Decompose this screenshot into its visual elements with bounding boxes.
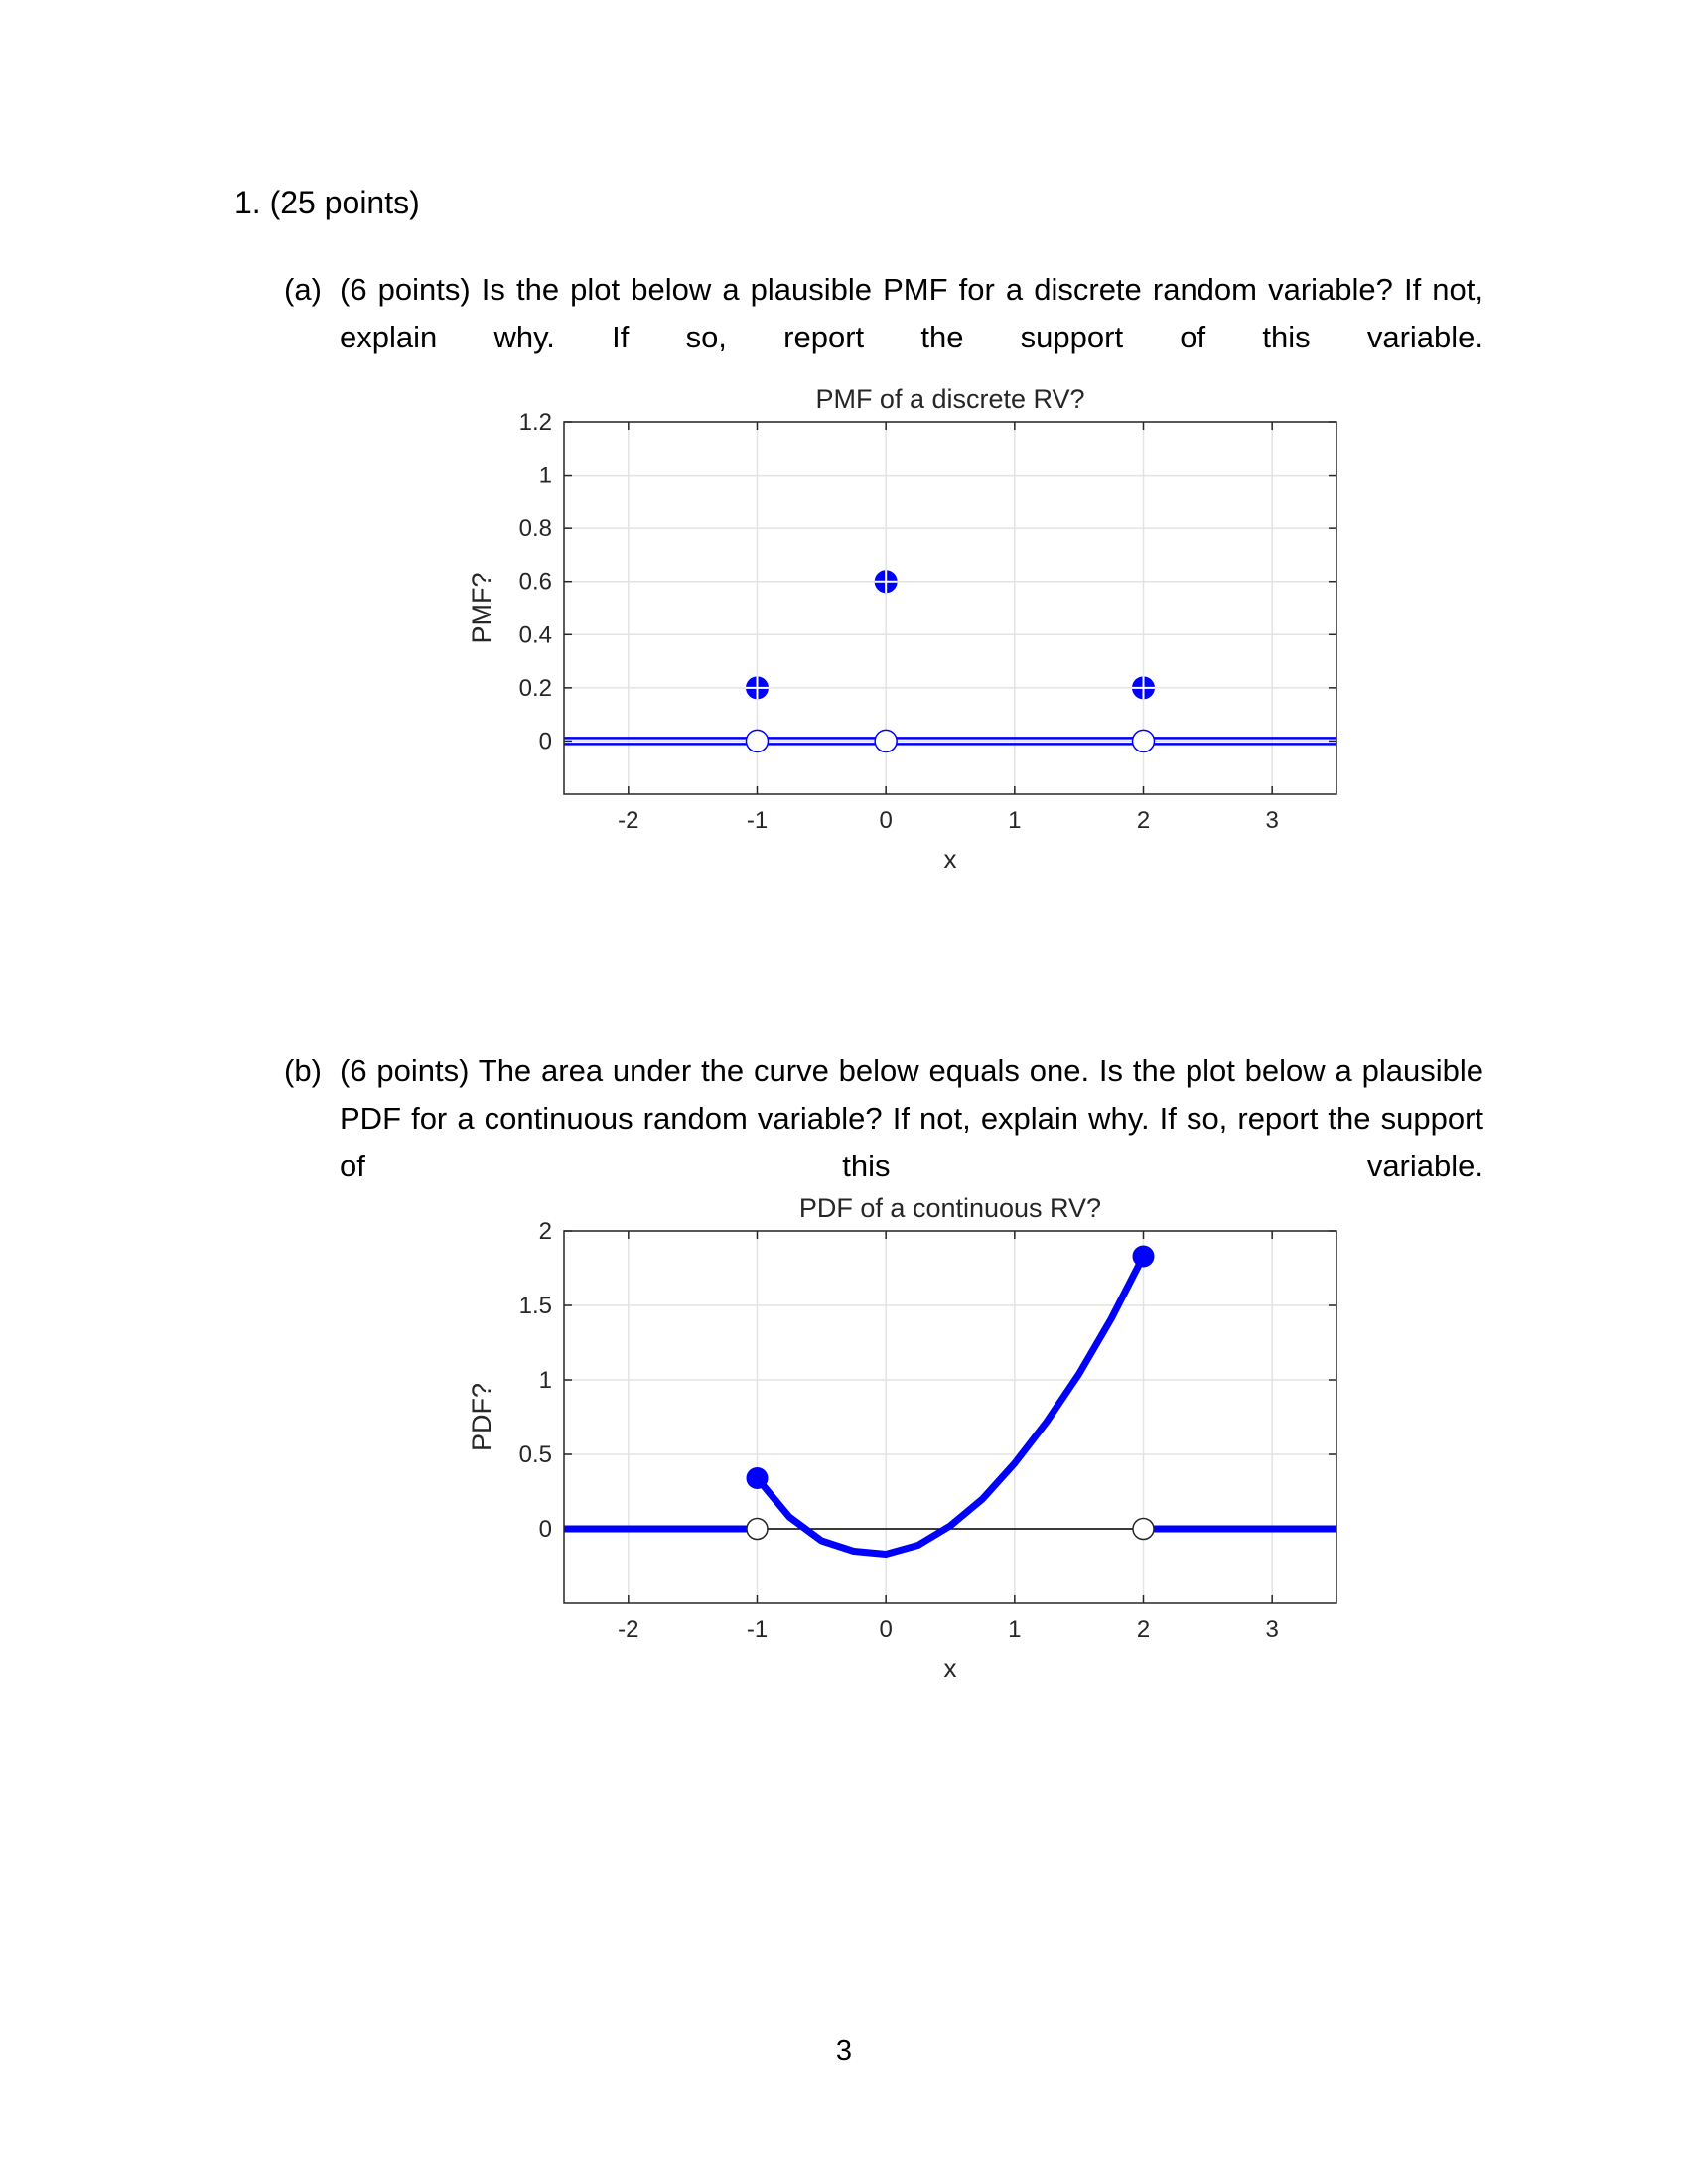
pdf-xlabel: x bbox=[943, 1653, 957, 1683]
pmf-xtick-label: 3 bbox=[1265, 807, 1279, 834]
pdf-title: PDF of a continuous RV? bbox=[798, 1193, 1102, 1223]
pdf-open-point bbox=[1133, 1519, 1154, 1540]
part-a-label: (a) bbox=[284, 272, 322, 307]
page-number: 3 bbox=[835, 2035, 853, 2067]
pmf-xtick-label: 2 bbox=[1136, 807, 1151, 834]
part-b-text: (6 points) The area under the curve below equals one. Is the plot below a plausible PDF for a continuous random variable? If not, explain why. If so, report the support of this variable. bbox=[340, 1053, 1483, 1183]
pmf-ytick-label: 0 bbox=[538, 728, 552, 755]
pdf-filled-point bbox=[1133, 1246, 1155, 1268]
pmf-open-point bbox=[875, 730, 897, 751]
pmf-ytick-label: 1 bbox=[538, 462, 552, 489]
pmf-xtick-label: 0 bbox=[879, 807, 893, 834]
pdf-xtick-label: -1 bbox=[746, 1616, 769, 1643]
pmf-xtick-label: 1 bbox=[1008, 807, 1022, 834]
pdf-ytick-label: 1 bbox=[538, 1367, 552, 1394]
pmf-xlabel: x bbox=[943, 844, 957, 874]
pmf-ytick-label: 1.2 bbox=[518, 409, 552, 436]
pmf-open-point bbox=[747, 730, 769, 751]
pdf-ytick-label: 2 bbox=[538, 1218, 552, 1245]
pdf-xtick-label: -2 bbox=[618, 1616, 639, 1643]
pdf-xtick-label: 0 bbox=[879, 1616, 893, 1643]
pmf-ytick-label: 0.6 bbox=[518, 568, 552, 596]
pdf-ytick-label: 0.5 bbox=[518, 1441, 552, 1468]
pdf-ytick-label: 0 bbox=[538, 1516, 552, 1543]
pdf-xtick-label: 3 bbox=[1265, 1616, 1279, 1643]
pmf-open-point bbox=[1133, 730, 1155, 751]
pmf-title: PMF of a discrete RV? bbox=[815, 384, 1085, 414]
part-a-text: (6 points) Is the plot below a plausible PMF for a discrete random variable? If not, explain why. If so, report the support of this variable. bbox=[340, 272, 1483, 354]
pmf-xtick-label: -2 bbox=[618, 807, 639, 834]
pdf-chart bbox=[0, 1191, 1688, 1698]
pmf-ylabel: PMF? bbox=[467, 572, 496, 644]
pdf-xtick-label: 1 bbox=[1008, 1616, 1022, 1643]
pmf-ytick-label: 0.8 bbox=[518, 515, 552, 543]
pdf-filled-point bbox=[747, 1467, 769, 1489]
pdf-xtick-label: 2 bbox=[1136, 1616, 1151, 1643]
pmf-chart bbox=[0, 382, 1688, 888]
question-header: 1. (25 points) bbox=[234, 185, 420, 220]
pmf-ytick-label: 0.2 bbox=[518, 674, 552, 702]
pmf-ytick-label: 0.4 bbox=[518, 621, 552, 649]
pdf-ylabel: PDF? bbox=[467, 1382, 496, 1452]
part-b-label: (b) bbox=[284, 1053, 322, 1088]
pdf-plot-area bbox=[564, 1231, 1336, 1603]
pdf-ytick-label: 1.5 bbox=[518, 1293, 552, 1319]
pmf-xtick-label: -1 bbox=[746, 807, 769, 834]
pdf-open-point bbox=[747, 1519, 768, 1540]
